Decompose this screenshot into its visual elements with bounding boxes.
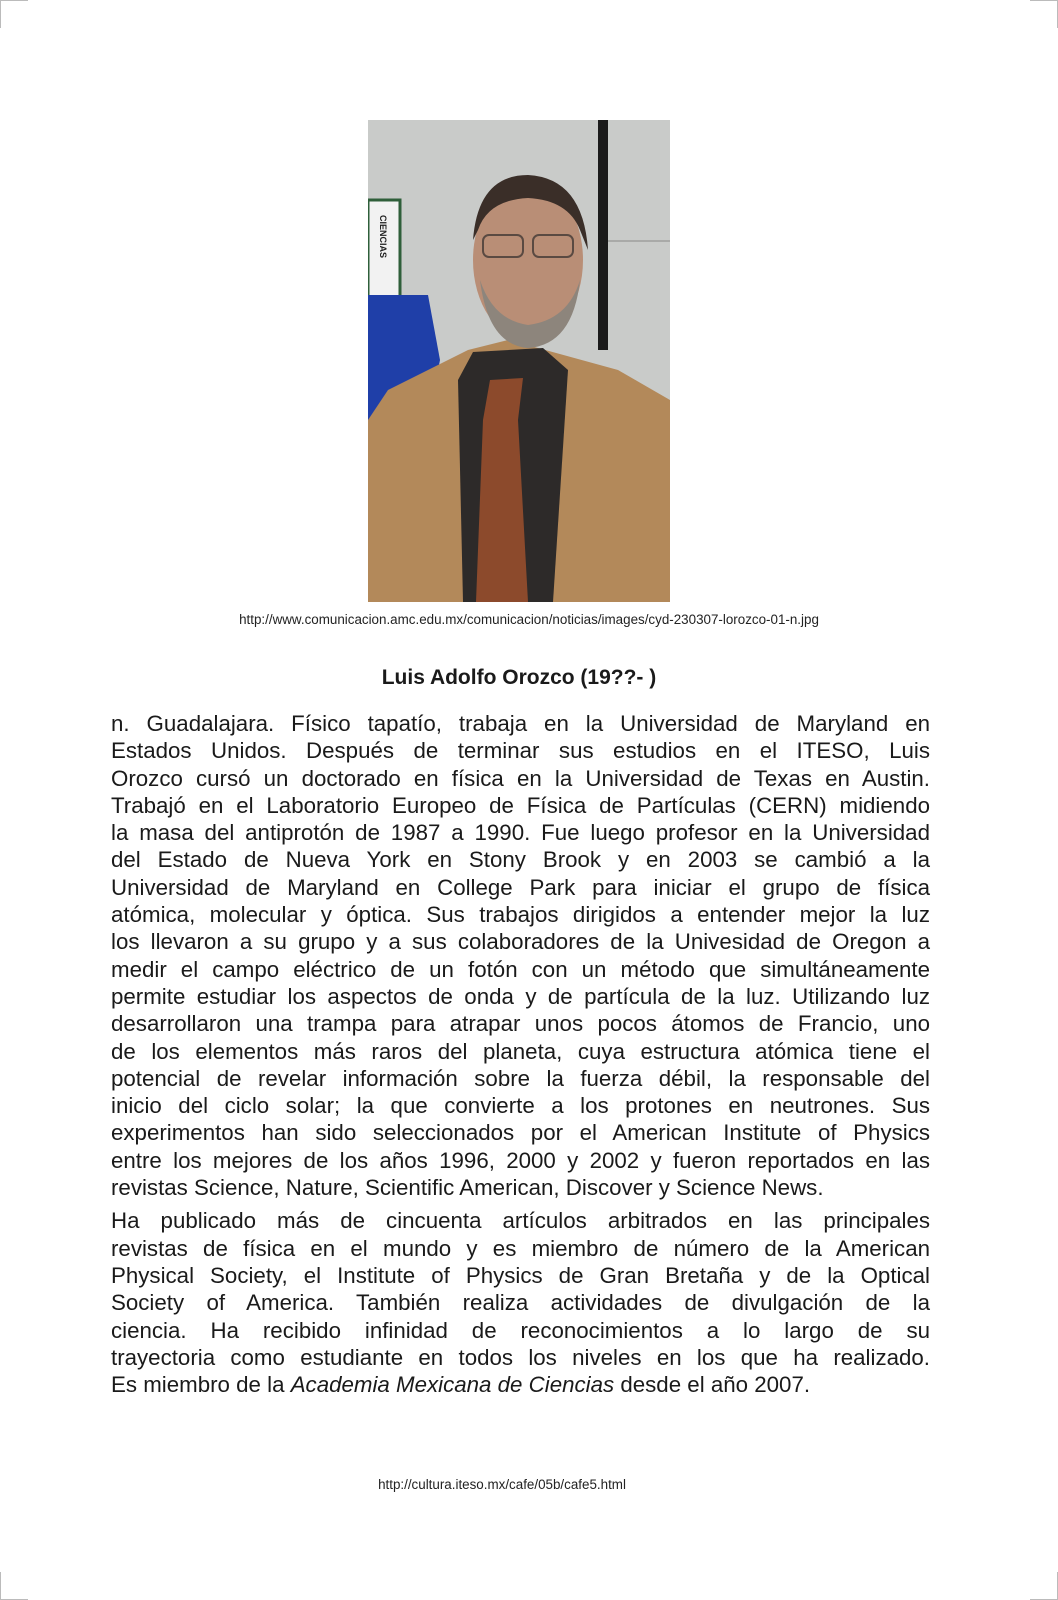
text-line (111, 1371, 930, 1398)
text-line: Universidad de Maryland en College Park para iniciar el grupo de física (111, 874, 930, 900)
biography-text (111, 710, 930, 1398)
portrait-photo (368, 120, 670, 602)
text-line: los llevaron a su grupo y a sus colaboradores de la Univesidad de Oregon a (111, 929, 930, 955)
text-line: la masa del antiprotón de 1987 a 1990. Fue luego profesor en la Universidad (111, 820, 930, 846)
text-line: Physical Society, el Institute of Physics de Gran Bretaña y de la Optical (111, 1262, 930, 1288)
text-line: Orozco cursó un doctorado en física en la Universidad de Texas en Austin. (111, 765, 930, 791)
text-segment: Es miembro de la (111, 1372, 291, 1398)
text-line: ciencia. Ha recibido infinidad de reconocimientos a lo largo de su (111, 1317, 930, 1343)
page-title: Luis Adolfo Orozco (19??- ) (381, 666, 657, 689)
source-url: http://cultura.iteso.mx/cafe/05b/cafe5.html (378, 1477, 626, 1492)
text-line: trayectoria como estudiante en todos los niveles en los que ha realizado. (111, 1344, 930, 1370)
text-line: entre los mejores de los años 1996, 2000 y 2002 y fueron reportados en las (111, 1147, 930, 1173)
crop-mark-tl-v (0, 0, 1, 28)
sign-text: CIENCIAS (378, 215, 388, 259)
text-line: medir el campo eléctrico de un fotón con un método que simultáneamente (111, 956, 930, 982)
academy-name: Academia Mexicana de Ciencias (290, 1372, 615, 1398)
paragraph-2 (111, 1207, 930, 1398)
crop-mark-bl-v (0, 1572, 1, 1600)
crop-mark-tr-h (1030, 0, 1058, 1)
text-line: desarrollaron una trampa para atrapar unos pocos átomos de Francio, uno (111, 1011, 930, 1037)
text-line: permite estudiar los aspectos de onda y de partícula de la luz. Utilizando luz (111, 983, 930, 1009)
text-line: Ha publicado más de cincuenta artículos arbitrados en las principales (111, 1208, 930, 1234)
text-line: atómica, molecular y óptica. Sus trabajos dirigidos a entender mejor la luz (111, 902, 930, 928)
text-line: experimentos han sido seleccionados por el American Institute of Physics (111, 1120, 930, 1146)
text-line: del Estado de Nueva York en Stony Brook y en 2003 se cambió a la (111, 847, 930, 873)
crop-mark-tl-h (0, 0, 28, 1)
text-line: revistas de física en el mundo y es miembro de número de la American (111, 1235, 930, 1261)
text-line: n. Guadalajara. Físico tapatío, trabaja en la Universidad de Maryland en (111, 711, 930, 736)
paragraph-1 (111, 710, 930, 1201)
text-segment: desde el año 2007. (614, 1372, 811, 1398)
text-line: inicio del ciclo solar; la que convierte a los protones en neutrones. Sus (111, 1093, 930, 1119)
text-line: revistas Science, Nature, Scientific American, Discover y Science News. (111, 1175, 824, 1201)
photo-caption-url: http://www.comunicacion.amc.edu.mx/comunicacion/noticias/images/cyd-230307-lorozco-01-n.jpg (239, 612, 819, 627)
text-line: de los elementos más raros del planeta, cuya estructura atómica tiene el (111, 1038, 930, 1064)
text-line: Society of America. También realiza actividades de divulgación de la (111, 1290, 930, 1316)
text-line: Estados Unidos. Después de terminar sus estudios en el ITESO, Luis (111, 738, 930, 764)
text-line: Trabajó en el Laboratorio Europeo de Física de Partículas (CERN) midiendo (111, 792, 930, 818)
text-line: potencial de revelar información sobre la fuerza débil, la responsable del (111, 1065, 930, 1091)
